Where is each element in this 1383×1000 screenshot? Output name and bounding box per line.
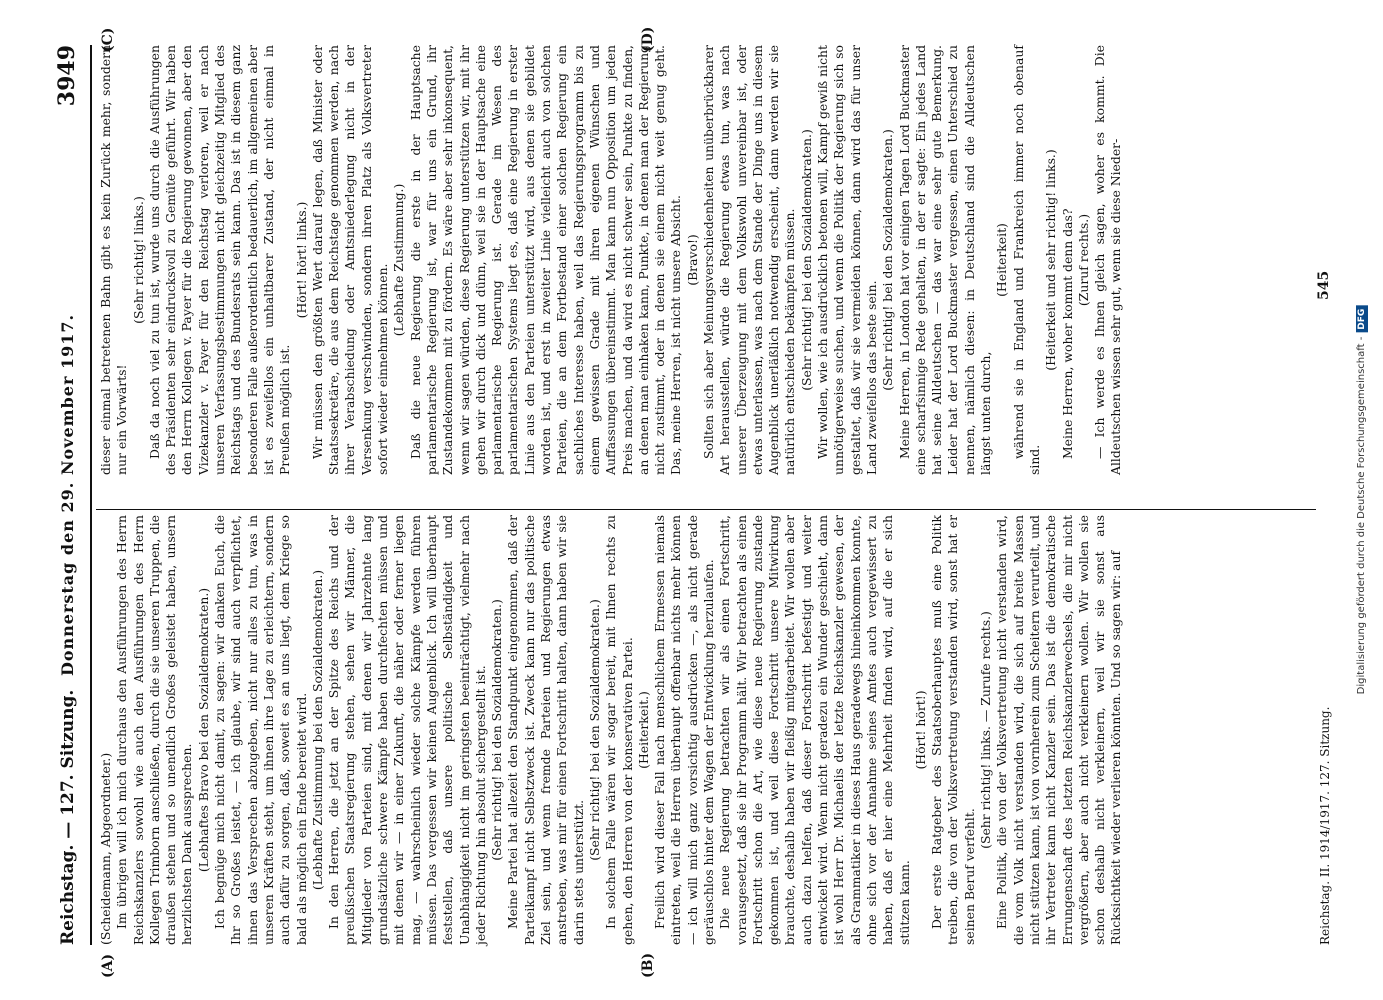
left-column-paragraph: Im übrigen will ich mich durchaus den Ausführungen des Herrn Reichskanzlers sowohl wie auch den Ausführungen des Herrn Kollegen Trimborn anschließen, durch die sie unseren Truppen, die draußen stehen und so unendlich Großes geleistet haben, unsern herzlichsten Dank aussprechen. <box>114 515 195 945</box>
page-footer: Reichstag. II. 1914/1917. 127. Sitzung. <box>1318 706 1332 945</box>
left-column-paragraph: Der erste Ratgeber des Staatsoberhauptes muß eine Politik treiben, die von der Volksvertretung verstanden wird, sonst hat er seinen Beruf verfehlt. <box>929 515 977 945</box>
right-column-paragraph: Wir müssen den größten Wert darauf legen, daß Minister oder Staatssekretäre, die aus dem Reichstage genommen werden, nach ihrer Verabschiedung oder Amtsniederlegung nicht in der Versenkung verschwinden, sondern ihren Platz als Volksvertreter sofort wieder einnehmen können. <box>309 45 391 475</box>
right-column-paragraph: Daß da noch viel zu tun ist, wurde uns durch die Ausführungen des Präsidenten sehr eindrucksvoll zu Gemüte geführt. Wir haben den Herrn Kollegen v. Payer für die Regierung gewonnen, aber den Vizekanzler v. Payer für den Reichstag verloren, weil er nach unseren Verfassungsbestimmungen nicht gleichzeitig Mitglied des Reichstags und des Bundesrats sein kann. Das ist in diesem ganz besonderen Falle außerordentlich bedauerlich, im allgemeinen aber ist es zweifellos ein unhaltbarer Zustand, der nicht einmal in Preußen möglich ist. <box>146 45 293 475</box>
margin-marker-c: (C) <box>100 27 116 52</box>
margin-marker-d: (D) <box>640 26 656 52</box>
right-column-paragraph: Sollten sich aber Meinungsverschiedenheiten unüberbrückbarer Art herausstellen, würde die Regierung etwas tun, was nach unserer Überzeugung mit dem Volkswohl unvereinbar ist, oder etwas unterlassen, was nach dem Stande der Dinge uns in diesem Augenblick unerläßlich notwendig erscheint, dann werden wir sie natürlich entschieden bekämpfen müssen. <box>700 45 798 475</box>
left-column-paragraph: Meine Partei hat allezeit den Standpunkt eingenommen, daß der Parteikampf nicht Selbstzweck ist. Zweck kann nur das politische Ziel sein, und wenn fremde Parteien und Regierungen etwas anstreben, was mir für einen Fortschritt halten, dann haben wir sie darin stets unterstützt. <box>505 515 586 945</box>
left-column-paragraph: In den Herren, die jetzt an der Spitze des Reichs und der preußischen Staatsregierung stehen, sehen wir Männer, die Mitglieder von Parteien sind, mit denen wir Jahrzehnte lang grundsätzliche schwere Kämpfe haben durchfechten müssen und mit denen wir — in einer Zukunft, die näher oder ferner liegen mag, — wahrscheinlich wieder solche Kämpfe werden führen müssen. Das vergessen wir keinen Augenblick. Ich will überhaupt feststellen, daß unsere politische Selbständigkeit und Unabhängigkeit nicht im geringsten beeinträchtigt, vielmehr nach jeder Richtung hin absolut sichergestellt ist. <box>326 515 488 945</box>
right-column-paragraph: Meine Herren, in London hat vor einigen Tagen Lord Buckmaster eine scharfsinnige Rede gehalten, in der er sagte: Ein jedes Land hat seine Alldeutschen — das war eine sehr gute Bemerkung. Leider hat der Lord Buckmaster vergessen, einen Unterschied zu nennen, nämlich diesen: in Deutschland sind die Alldeutschen längst unten durch, <box>896 45 994 475</box>
margin-marker-b: (B) <box>640 952 656 978</box>
right-column-paragraph: — Ich werde es Ihnen gleich sagen, woher es kommt. Die Alldeutschen wissen sehr gut, wenn sie diese Nieder- <box>1092 45 1124 475</box>
left-column-paragraph: (Sehr richtig! bei den Sozialdemokraten.) <box>586 599 602 861</box>
left-column-paragraph: (Lebhaftes Bravo bei den Sozialdemokraten.) <box>195 587 211 873</box>
left-column-paragraph: (Scheidemann, Abgeordneter.) <box>98 752 113 945</box>
right-column-paragraph: (Hört! hört! links.) <box>293 201 309 319</box>
signature-number: 545 <box>1316 270 1332 300</box>
right-column-paragraph: (Heiterkeit) <box>994 223 1010 297</box>
right-column-paragraph: (Bravo!) <box>684 234 700 286</box>
page-header <box>50 45 92 945</box>
left-column-paragraph: Freilich wird dieser Fall nach menschlichem Ermessen niemals eintreten, weil die Herren überhaupt offenbar nichts mehr können — ich will mich ganz vorsichtig ausdrücken —, als nicht gerade geräuschlos hinter dem Wagen der Entwicklung herzulaufen. <box>652 515 716 945</box>
right-column <box>98 45 1313 475</box>
header-title: Reichstag. — 127. Sitzung. <box>58 689 78 945</box>
right-column-paragraph: (Sehr richtig! bei den Sozialdemokraten.) <box>798 129 814 391</box>
left-column-paragraph: (Heiterkeit.) <box>635 691 651 769</box>
right-column-paragraph: (Lebhafte Zustimmung.) <box>391 183 407 337</box>
left-column-paragraph: Ich begnüge mich nicht damit, zu sagen: wir danken Euch, die Ihr so Großes leistet, — ich glaube, wir sind auch verpflichtet, ihnen das Versprechen abzugeben, nicht nur alles zu tun, was in unseren Kräften steht, um ihnen ihre Lage zu erleichtern, sondern auch dafür zu sorgen, daß, soweit es an uns liegt, dem Kriege so bald als möglich ein Ende bereitet wird. <box>212 515 309 945</box>
digitization-text: Digitalisierung gefördert durch die Deutsche Forschungsgemeinschaft - <box>1356 336 1367 695</box>
right-column-paragraph: während sie in England und Frankreich immer noch obenauf sind. <box>1010 45 1042 475</box>
left-column-paragraph: (Sehr richtig! links. — Zurufe rechts.) <box>978 611 994 849</box>
left-column-paragraph: (Sehr richtig! bei den Sozialdemokraten.) <box>489 599 505 861</box>
left-column-paragraph: In solchem Falle wären wir sogar bereit, mit Ihnen rechts zu gehen, den Herren von der konservativen Partei. <box>603 515 635 945</box>
right-column-paragraph: (Sehr richtig! links.) <box>130 196 146 324</box>
right-column-paragraph: (Sehr richtig! bei den Sozialdemokraten.) <box>880 129 896 391</box>
left-column <box>98 515 1313 945</box>
left-column-paragraph: (Lebhafte Zustimmung bei den Sozialdemokraten.) <box>309 569 325 891</box>
right-column-paragraph: (Zuruf rechts.) <box>1075 213 1091 307</box>
left-column-paragraph: Eine Politik, die von der Volksvertretung nicht verstanden wird, die vom Volk nicht verstanden wird, die sich auf breite Massen nicht stützen kann, ist von vornherein zum Scheitern verurteilt, und ihr Vertreter kann nicht Kanzler sein. Das ist die demokratische Errungenschaft des letzten Reichskanzlerwechsels, die mir nicht vergrößern, aber auch nicht verkleinern wollen. Wir wollen sie schon deshalb nicht verkleinern, weil wir sie sonst aus Rücksichtkeit wieder verlieren könnten. Und so sagen wir: auf <box>994 515 1124 945</box>
right-column-paragraph: dieser einmal betretenen Bahn gibt es kein Zurück mehr, sondern nur ein Vorwärts! <box>98 45 130 475</box>
digitization-note <box>1356 306 1368 695</box>
right-column-paragraph: Wir wollen, wie ich ausdrücklich betonen will, Kampf gewiß nicht unnötigerweise suchen, und wenn die Politik der Regierung sich so gestaltet, daß wir sie vermeiden können, dann wird das für unser Land zweifellos das beste sein. <box>815 45 879 475</box>
margin-marker-a: (A) <box>100 953 116 978</box>
left-column-paragraph: Die neue Regierung betrachten wir als einen Fortschritt, vorausgesetzt, daß sie ihr Programm hält. Wir betrachten als einen Fortschritt schon die Art, wie diese neue Regierung zustande gekommen ist, und weil diese Fortschritt unsere Mitwirkung brauchte, deshalb haben wir fleißig mitgearbeitet. Wir wollen aber auch dazu helfen, daß dieser Fortschritt befestigt und weiter entwickelt wird. Wenn nicht geradezu ein Wunder geschieht, dann ist wohl Herr Dr. Michaelis der letzte Reichskanzler gewesen, der als Grammatiker in dieses Haus geradewegs hineinkommen konnte, ohne sich vor der Annahme seines Amtes auch vergewissert zu haben, daß er hier eine Mehrheit finden wird, auf die er sich stützen kann. <box>717 515 912 945</box>
header-date: Donnerstag den 29. November 1917. <box>58 313 77 677</box>
right-column-paragraph: Daß die neue Regierung die erste in der Hauptsache parlamentarische Regierung ist, war für uns ein Grund, ihr Zustandekommen mit zu fördern. Es wäre aber sehr inkonsequent, wenn wir sagen würden, diese Regierung unterstützen wir, mit ihr gehen wir durch dick und dünn, weil sie in der Hauptsache eine parlamentarische Regierung ist. Gerade im Wesen des parlamentarischen Systems liegt es, daß eine Regierung in erster Linie aus den Parteien unterstützt wird, aus denen sie gebildet worden ist, und erst in zweiter Linie vielleicht auch von solchen Parteien, die an dem Fortbestand einer solchen Regierung ein sachliches Interesse haben, weil das Regierungsprogramm bis zu einem gewissen Grade mit ihren eigenen Wünschen und Auffassungen übereinstimmt. Man kann nun Opposition um jeden Preis machen, und da wird es nicht schwer sein, Punkte zu finden, an denen man einhaken kann, Punkte, in denen man der Regierung nicht zustimmt, oder in denen sie einem nicht weit genug geht. Das, meine Herren, ist nicht unsere Absicht. <box>407 45 684 475</box>
right-column-paragraph: Meine Herren, woher kommt denn das? <box>1059 208 1075 459</box>
page-number: 3949 <box>54 45 80 107</box>
dfg-logo: DFG <box>1356 306 1368 333</box>
right-column-paragraph: (Heiterkeit und sehr richtig! links.) <box>1043 149 1059 371</box>
left-column-paragraph: (Hört! hört!) <box>912 690 928 770</box>
column-divider <box>96 509 1316 510</box>
